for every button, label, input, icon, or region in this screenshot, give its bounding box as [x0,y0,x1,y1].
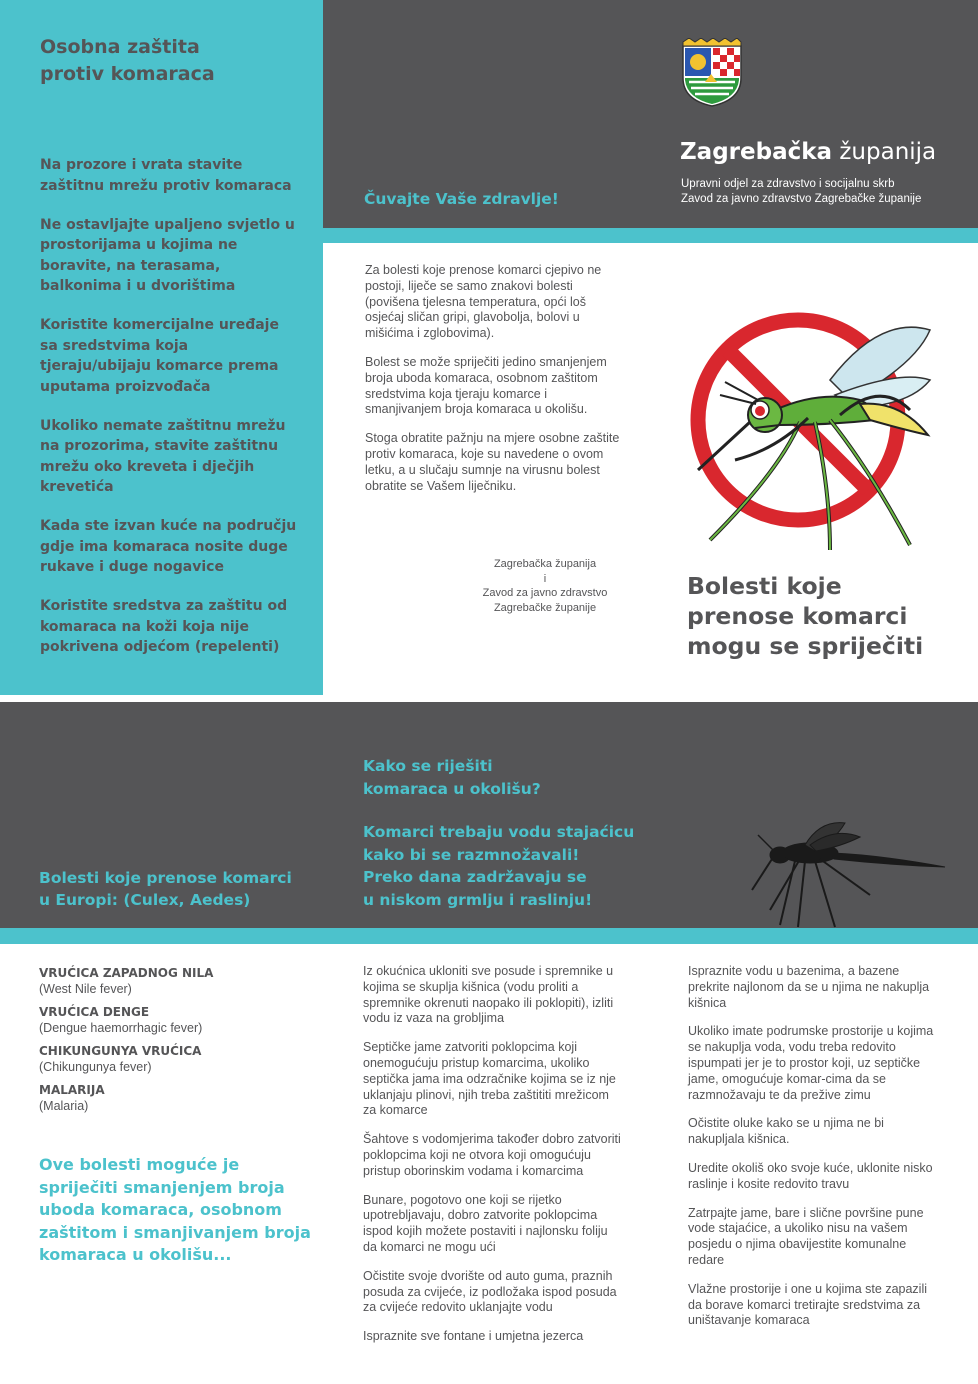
stagnant-water-line: Komarci trebaju vodu stajaćicu [363,823,635,841]
signature [455,557,635,615]
protection-item: Koristite sredstva za zaštitu od komaraca na koži koja nije pokrivena odjećom (repelenti) [40,598,288,655]
org-name-light: županija [832,139,937,165]
cover-title-line: mogu se spriječiti [687,632,924,660]
environment-measures-right [688,964,938,1342]
title-line-1: Osobna zaštita [40,36,200,58]
measure-paragraph: Uredite okoliš oko svoje kuće, uklonite nisko raslinje i kosite redovito travu [688,1160,933,1191]
no-mosquito-icon [680,300,950,559]
diseases-heading-line: u Europi: (Culex, Aedes) [39,891,251,909]
diseases-heading [39,867,329,911]
prevention-line: Ove bolesti moguće je [39,1155,240,1174]
left-panel-title [40,34,310,88]
department-line: Upravni odjel za zdravstvo i socijalnu skrb [681,178,895,190]
signature-line: i [543,572,547,585]
measure-paragraph: Bunare, pogotovo one koji se rijetko upotrebljavaju, dobro zatvorite poklopcima ispod kojih možete postaviti i najlonsku foliju da komarci ne mogu ući [363,1192,608,1254]
cover-title-line: Bolesti koje [687,572,842,600]
measure-paragraph: Šahtove s vodomjerima također dobro zatvoriti poklopcima koji ne otvora koji omogućuju pristup oborinskim vodama i komarcima [363,1132,621,1178]
disease-name: MALARIJA [39,1083,105,1097]
prevention-line: spriječiti smanjenjem broja [39,1177,285,1197]
measure-paragraph: Vlažne prostorije i one u kojima ste zapazili da borave komarci tretirajte sredstvima za uništavanje komaraca [688,1281,928,1328]
signature-line: Zagrebačka županija [493,558,597,570]
protection-item: Ne ostavljajte upaljeno svjetlo u prostorijama u kojima ne boravite, na terasama, balkonima i u dvorištima [40,216,295,294]
environment-heading [363,755,663,800]
protection-list [40,155,298,676]
prevention-line: uboda komaraca, osobnom [39,1200,282,1219]
intro-paragraph: Bolest se može spriječiti jedino smanjenjem broja uboda komaraca, osobnom zaštitom sredstvima koja tjeraju komarce i smanjivanjem broja komaraca u okolišu. [365,354,607,417]
coat-of-arms-icon [681,38,743,112]
measure-paragraph: Očistite svoje dvorište od auto guma, praznih posuda za cvijeće, iz podložaka ispod posuda za cvijeće redovito uklanjajte vodu [363,1268,617,1315]
stagnant-water-line: u niskom grmlju i raslinju! [363,890,593,909]
health-heading: Čuvajte Vaše zdravlje! [364,190,559,208]
intro-paragraph: Za bolesti koje prenose komarci cjepivo ne postoji, liječe se samo znakovi bolesti (povišena tjelesna temperatura, opći loš osjećaj sličan gripi, glavobolja, bolovi u mišićima i zglobovima). [365,263,602,341]
stagnant-water-heading [363,821,663,911]
disease-english-name: (Chikungunya fever) [39,1060,152,1074]
disease-english-name: (Malaria) [39,1099,89,1113]
prevention-emphasis [39,1154,329,1267]
department-line: Zavod za javno zdravstvo Zagrebačke županije [681,193,922,205]
disease-list [39,965,319,1121]
environment-heading-line: Kako se riješiti [363,757,493,775]
measure-paragraph: Septičke jame zatvoriti poklopcima koji onemogućuju pristup komarcima, ukoliko septička jama ima odzračnike kojima se iz nje uklanjaju plinovi, njih treba zaštititi mrežicom za komarce [363,1040,616,1118]
environment-measures-middle [363,964,623,1358]
title-line-2: protiv komaraca [40,63,215,85]
prevention-line: zaštitom i smanjivanjem broja [39,1222,311,1242]
intro-paragraphs [365,263,620,507]
intro-paragraph: Stoga obratite pažnju na mjere osobne zaštite protiv komaraca, koje su navedene o ovom letku, a u slučaju sumnje na virusnu bolest obratite se Vašem liječniku. [365,431,620,493]
disease-english-name: (West Nile fever) [39,982,132,996]
org-name-bold: Zagrebačka [680,139,833,165]
protection-item: Koristite komercijalne uređaje sa sredstvima koja tjeraju/ubijaju komarce prema uputama proizvođača [40,317,279,395]
disease-english-name: (Dengue haemorrhagic fever) [39,1021,203,1035]
org-name [680,138,970,166]
disease-name: CHIKUNGUNYA VRUĆICA [39,1044,202,1058]
top-teal-strip [323,228,978,243]
prevention-line: komaraca u okolišu... [39,1245,232,1264]
diseases-heading-line: Bolesti koje prenose komarci [39,869,292,887]
measure-paragraph: Ukoliko imate podrumske prostorije u kojima se nakuplja voda, vodu treba redovito ispumpati jer je to prostor koji, uz septičke jame, omogućuje komar-cima da se razmnožavaju te da prežive zimu [688,1024,934,1102]
mosquito-silhouette-icon [750,815,950,934]
cover-title-line: prenose komarci [687,602,908,630]
measure-paragraph: Ispraznite vodu u bazenima, a bazene prekrite najlonom da se u njima ne nakuplja kišnica [688,964,930,1010]
environment-heading-line: komaraca u okolišu? [363,779,541,798]
protection-item: Na prozore i vrata stavite zaštitnu mrežu protiv komaraca [40,157,292,194]
measure-paragraph: Zatrpajte jame, bare i slične površine pune vode stajaćice, a ukoliko nisu na vašem posjedu o njima obavijestite komunalne redare [688,1205,924,1267]
protection-item: Ukoliko nemate zaštitnu mrežu na prozorima, stavite zaštitnu mrežu oko kreveta i dječjih krevetića [40,417,286,495]
signature-line: Zavod za javno zdravstvo [482,587,608,599]
department [681,177,971,207]
measure-paragraph: Ispraznite sve fontane i umjetna jezerca [363,1329,584,1344]
signature-line: Zagrebačke županije [493,601,597,614]
disease-name: VRUĆICA DENGE [39,1005,150,1019]
measure-paragraph: Iz okućnica ukloniti sve posude i spremnike u kojima se skuplja kišnica (vodu proliti a spremnike okrenuti naopako ili poklopiti), izliti vodu iz vaza na grobljima [363,964,614,1026]
disease-name: VRUĆICA ZAPADNOG NILA [39,966,214,980]
protection-item: Kada ste izvan kuće na području gdje ima komaraca nosite duge rukave i duge nogavice [40,518,297,575]
stagnant-water-line: kako bi se razmnožavali! [363,845,580,864]
cover-title [687,571,967,661]
stagnant-water-line: Preko dana zadržavaju se [363,868,587,886]
measure-paragraph: Očistite oluke kako se u njima ne bi nakupljala kišnica. [688,1116,884,1147]
